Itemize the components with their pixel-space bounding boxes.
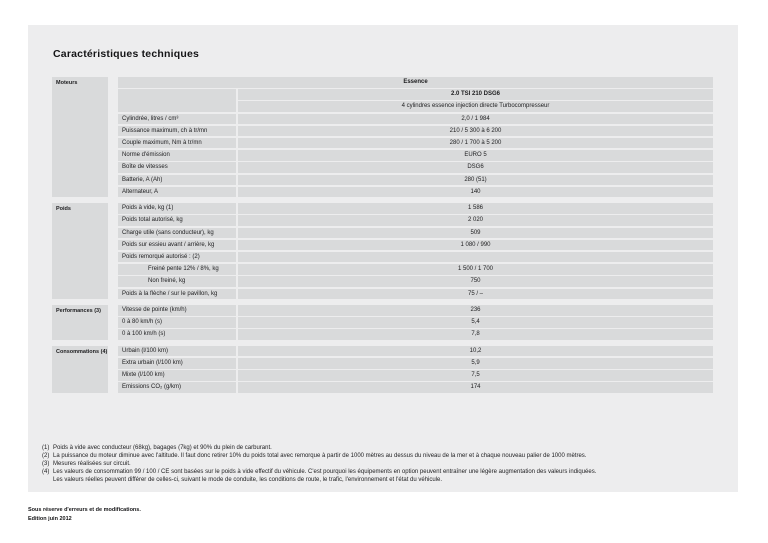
row-value: 75 / – [238, 289, 713, 300]
spec-row [118, 187, 713, 198]
spec-row [118, 138, 713, 149]
row-value: 280 / 1 700 à 5 200 [238, 138, 713, 149]
row-value: EURO 5 [238, 150, 713, 161]
section-label: Consommations (4) [52, 346, 108, 393]
section-label: Moteurs [52, 77, 108, 197]
row-value: 210 / 5 300 à 6 200 [238, 126, 713, 137]
row-value: 174 [238, 382, 713, 393]
engine-name-cell: 2.0 TSI 210 DSG6 [238, 89, 713, 100]
footnote-text: Les valeurs de consommation 99 / 100 / CE sont basées sur le poids à vide effectif du véhicule. C'est pourquoi les équipements en option peuvent entraîner une légère augmentation des valeurs indiquées. [53, 469, 597, 475]
row-label: Alternateur, A [118, 187, 236, 198]
row-value: 750 [238, 276, 713, 287]
brochure-page [28, 25, 738, 492]
spec-row [118, 114, 713, 125]
row-label: Mixte (l/100 km) [118, 370, 236, 381]
row-label: Couple maximum, Nm à tr/mn [118, 138, 236, 149]
row-label: Poids à vide, kg (1) [118, 203, 236, 214]
spec-row [118, 305, 713, 316]
spec-row [118, 264, 713, 275]
spec-row [118, 329, 713, 340]
spec-row [118, 289, 713, 300]
row-label: Boîte de vitesses [118, 162, 236, 173]
footer-disclaimer: Sous réserve d'erreurs et de modifications. [28, 507, 141, 513]
engine-description-cell: 4 cylindres essence injection directe Turbocompresseur [238, 101, 713, 112]
row-value: 1 500 / 1 700 [238, 264, 713, 275]
row-value: 1 586 [238, 203, 713, 214]
spec-row [118, 370, 713, 381]
row-value: 280 (51) [238, 175, 713, 186]
footer-edition: Edition juin 2012 [28, 515, 72, 522]
row-value [238, 252, 713, 263]
footnote-text: Poids à vide avec conducteur (68kg), bagages (7kg) et 90% du plein de carburant. [53, 445, 272, 451]
row-value: 10,2 [238, 346, 713, 357]
fuel-type-cell: Essence [118, 77, 713, 88]
footnote-number: (3) [42, 461, 50, 467]
spec-row [118, 203, 713, 214]
row-label: Cylindrée, litres / cm³ [118, 114, 236, 125]
table-section [52, 346, 713, 393]
footnote-number: (1) [42, 445, 50, 451]
spec-row [118, 346, 713, 357]
spec-row [118, 252, 713, 263]
row-value: 509 [238, 228, 713, 239]
table-section [52, 77, 713, 197]
spec-row [118, 162, 713, 173]
spec-row [118, 317, 713, 328]
row-value: 7,5 [238, 370, 713, 381]
footnote-text: La puissance du moteur diminue avec l'altitude. Il faut donc retirer 10% du poids total avec remorque à partir de 1000 mètres au dessus du niveau de la mer et à chaque nouveau palier de 1000 mètres. [53, 453, 587, 459]
section-label: Performances (3) [52, 305, 108, 340]
page-footer [28, 506, 141, 523]
spec-row [118, 175, 713, 186]
row-label: Freiné pente 12% / 8%, kg [118, 264, 236, 275]
row-label: Poids à la flèche / sur le pavillon, kg [118, 289, 236, 300]
spec-row [118, 358, 713, 369]
page-title: Caractéristiques techniques [53, 48, 200, 60]
spec-row [118, 240, 713, 251]
row-label: Non freiné, kg [118, 276, 236, 287]
row-label: Extra urbain (l/100 km) [118, 358, 236, 369]
row-value: 140 [238, 187, 713, 198]
row-value: DSG6 [238, 162, 713, 173]
row-value: 236 [238, 305, 713, 316]
footnotes-block [42, 444, 734, 484]
section-rows [118, 77, 713, 197]
footnote [42, 468, 734, 476]
row-label: Batterie, A (Ah) [118, 175, 236, 186]
row-value: 2,0 / 1 984 [238, 114, 713, 125]
engine-header-row [118, 89, 713, 112]
spec-table [52, 77, 713, 399]
header-row [118, 77, 713, 88]
row-value: 5,4 [238, 317, 713, 328]
table-section [52, 203, 713, 299]
row-label: Poids sur essieu avant / arrière, kg [118, 240, 236, 251]
spec-row [118, 382, 713, 393]
row-label: Poids total autorisé, kg [118, 215, 236, 226]
footnote-number: (2) [42, 453, 50, 459]
table-section [52, 305, 713, 340]
row-label: Norme d'émission [118, 150, 236, 161]
spec-row [118, 276, 713, 287]
row-value: 7,8 [238, 329, 713, 340]
footnote [42, 444, 734, 452]
row-value: 1 080 / 990 [238, 240, 713, 251]
section-rows [118, 305, 713, 340]
engine-header-values [238, 89, 713, 112]
row-label: Emissions CO₂ (g/km) [118, 382, 236, 393]
section-label: Poids [52, 203, 108, 299]
row-label: Urbain (l/100 km) [118, 346, 236, 357]
footnote-number [42, 476, 53, 484]
section-rows [118, 346, 713, 393]
section-rows [118, 203, 713, 299]
spec-row [118, 150, 713, 161]
row-label: Vitesse de pointe (km/h) [118, 305, 236, 316]
footnote [42, 452, 734, 460]
engine-header-label-spacer [118, 89, 236, 112]
footnote-text: Les valeurs réelles peuvent différer de celles-ci, suivant le mode de conduite, les conditions de route, le trafic, l'environnement et l'état du véhicule. [53, 477, 443, 483]
row-value: 5,9 [238, 358, 713, 369]
row-label: Charge utile (sans conducteur), kg [118, 228, 236, 239]
footnote [42, 476, 734, 484]
row-label: 0 à 100 km/h (s) [118, 329, 236, 340]
spec-row [118, 228, 713, 239]
footnote [42, 460, 734, 468]
row-label: Poids remorqué autorisé : (2) [118, 252, 236, 263]
footnote-number: (4) [42, 469, 50, 475]
spec-row [118, 215, 713, 226]
row-value: 2 020 [238, 215, 713, 226]
footnote-text: Mesures réalisées sur circuit. [53, 461, 131, 467]
row-label: 0 à 80 km/h (s) [118, 317, 236, 328]
row-label: Puissance maximum, ch à tr/mn [118, 126, 236, 137]
spec-row [118, 126, 713, 137]
